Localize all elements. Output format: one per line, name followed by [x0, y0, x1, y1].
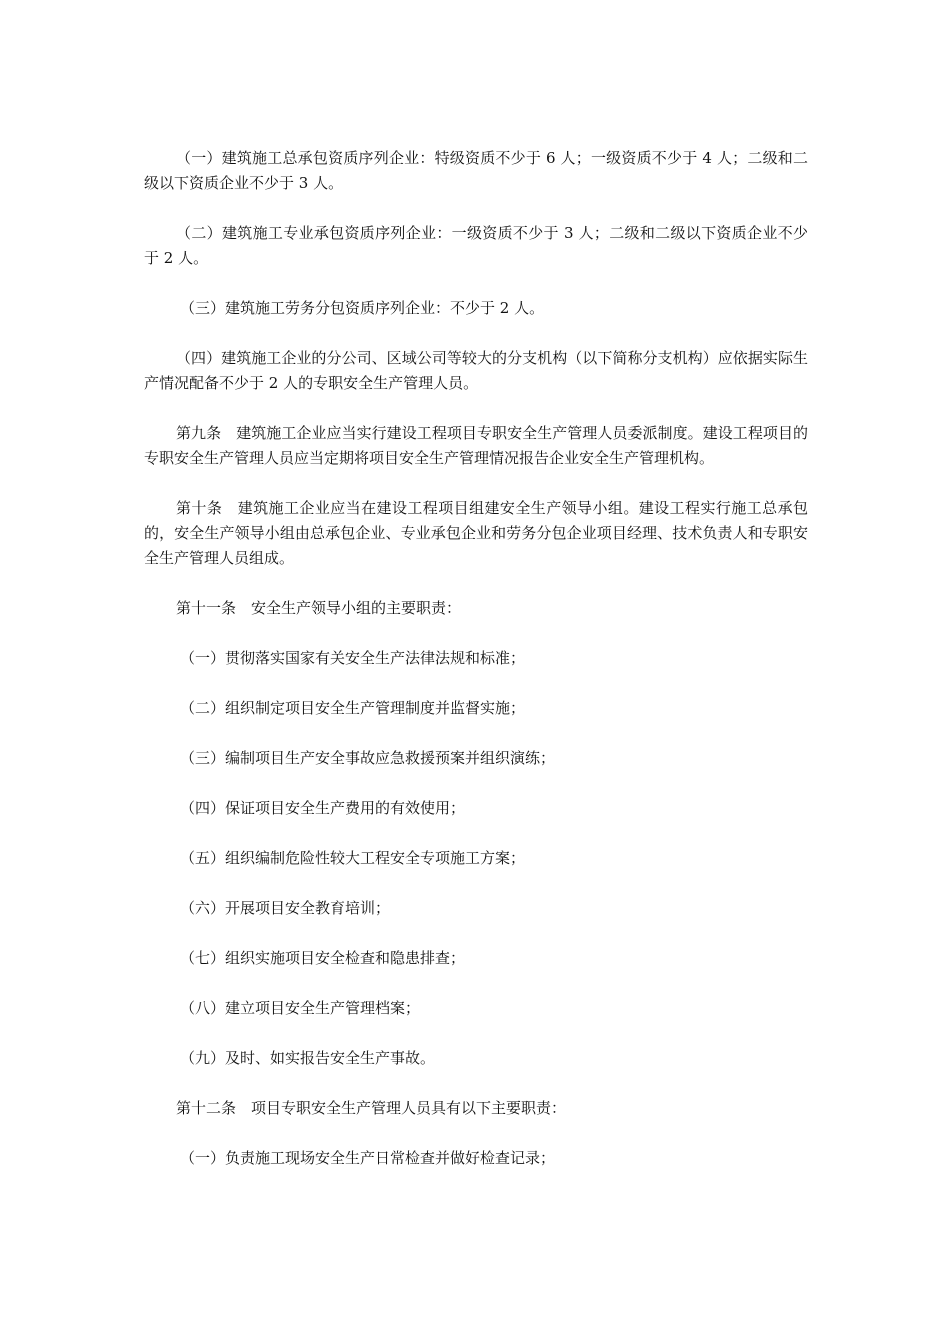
- list-item: （八）建立项目安全生产管理档案；: [180, 999, 421, 1017]
- article-10: 第十条 建筑施工企业应当在建设工程项目组建安全生产领导小组。建设工程实行施工总承包的，安全生产领导小组由总承包企业、专业承包企业和劳务分包企业项目经理、技术负责人和专职安全生产管理人员组成。: [144, 499, 808, 567]
- list-item: （四）保证项目安全生产费用的有效使用；: [180, 799, 466, 817]
- list-item: （七）组织实施项目安全检查和隐患排查；: [180, 949, 466, 967]
- list-item: （九）及时、如实报告安全生产事故。: [180, 1049, 436, 1067]
- list-item: （二）组织制定项目安全生产管理制度并监督实施；: [180, 699, 526, 717]
- paragraph-4: （四）建筑施工企业的分公司、区域公司等较大的分支机构（以下简称分支机构）应依据实际生产情况配备不少于 2 人的专职安全生产管理人员。: [144, 349, 808, 392]
- document-body: [144, 146, 808, 1196]
- list-item: （一）负责施工现场安全生产日常检查并做好检查记录；: [180, 1149, 556, 1167]
- article-12: 第十二条 项目专职安全生产管理人员具有以下主要职责：: [176, 1099, 567, 1117]
- list-item: （三）编制项目生产安全事故应急救援预案并组织演练；: [180, 749, 556, 767]
- paragraph-1: （一）建筑施工总承包资质序列企业：特级资质不少于 6 人；一级资质不少于 4 人；二级和二级以下资质企业不少于 3 人。: [144, 149, 808, 192]
- article-11: 第十一条 安全生产领导小组的主要职责：: [176, 599, 462, 617]
- list-item: （五）组织编制危险性较大工程安全专项施工方案；: [180, 849, 526, 867]
- article-9: 第九条 建筑施工企业应当实行建设工程项目专职安全生产管理人员委派制度。建设工程项目的专职安全生产管理人员应当定期将项目安全生产管理情况报告企业安全生产管理机构。: [144, 424, 808, 467]
- paragraph-3: （三）建筑施工劳务分包资质序列企业：不少于 2 人。: [180, 299, 545, 317]
- paragraph-2: （二）建筑施工专业承包资质序列企业：一级资质不少于 3 人；二级和二级以下资质企业不少于 2 人。: [144, 224, 808, 267]
- list-item: （六）开展项目安全教育培训；: [180, 899, 391, 917]
- list-item: （一）贯彻落实国家有关安全生产法律法规和标准；: [180, 649, 526, 667]
